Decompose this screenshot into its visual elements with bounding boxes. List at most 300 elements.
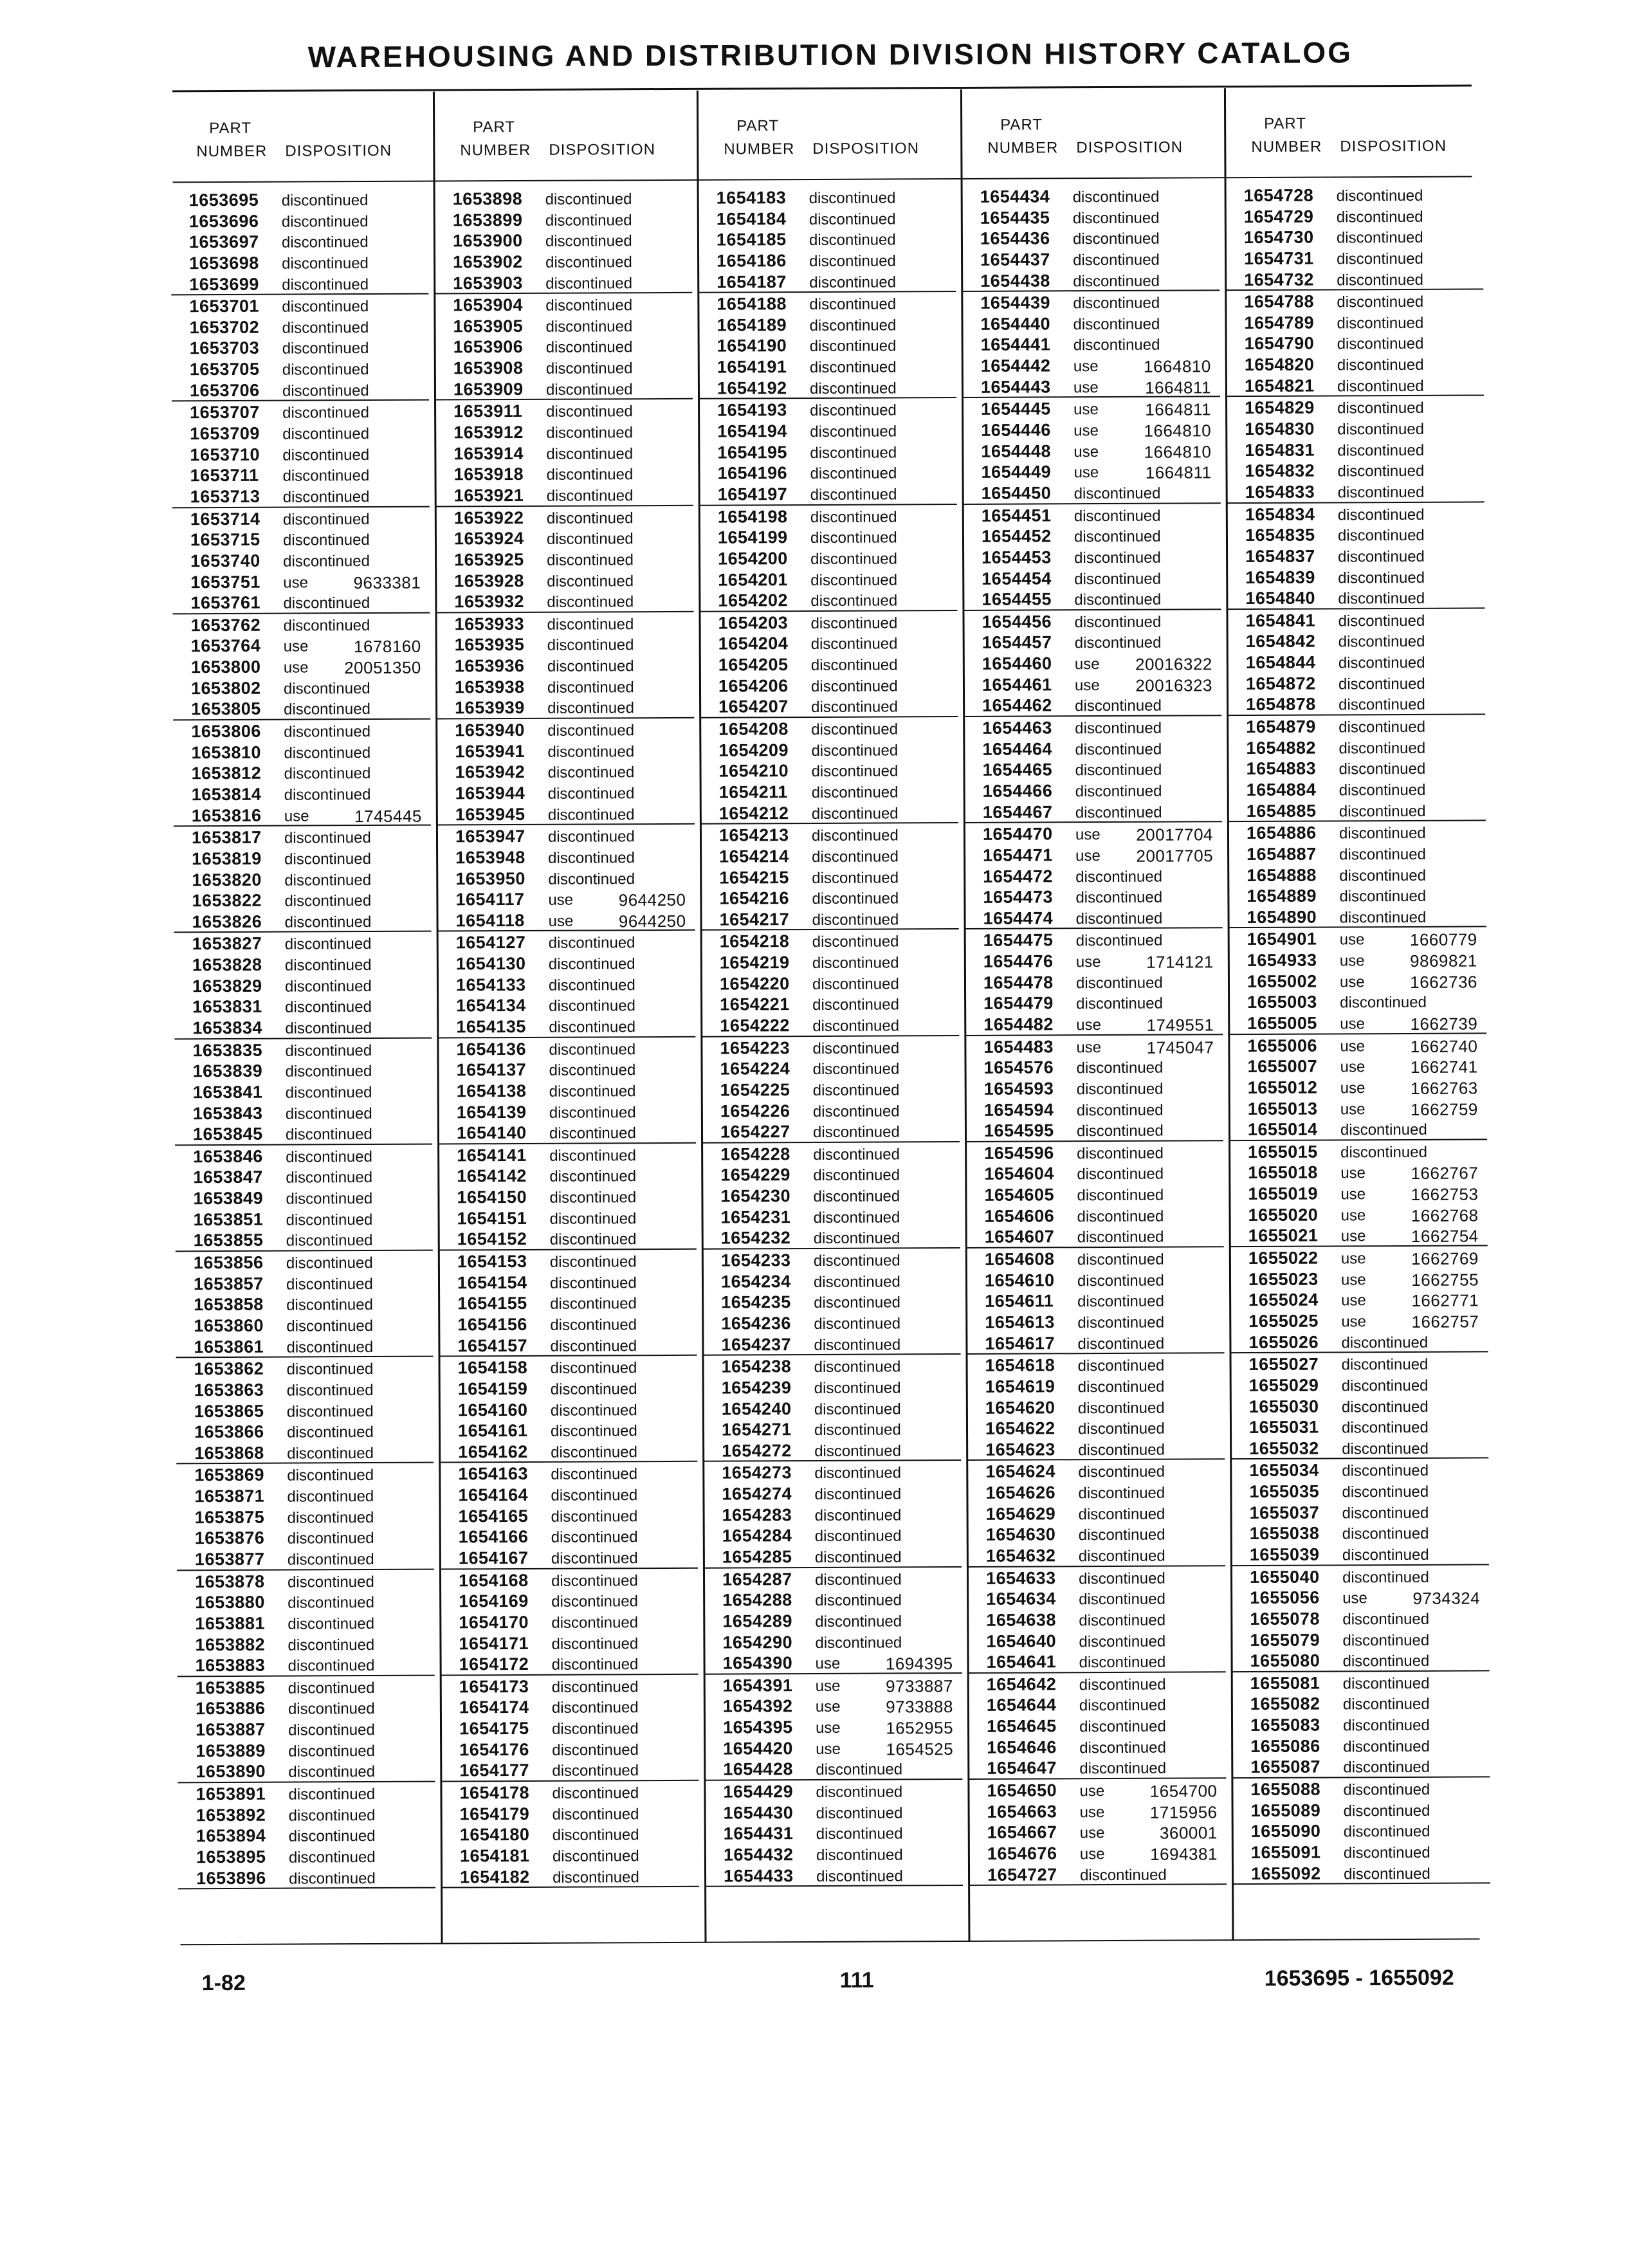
part-number: 1653938 <box>454 677 525 697</box>
disposition: discontinued <box>1075 782 1162 801</box>
disposition: discontinued <box>288 1786 376 1804</box>
disposition: discontinued <box>812 1039 900 1057</box>
table-row <box>964 737 1221 759</box>
part-number: 1654182 <box>459 1867 530 1887</box>
part-number: 1654844 <box>1245 652 1316 673</box>
disposition: discontinued <box>810 614 898 632</box>
disposition: discontinued <box>1338 569 1425 587</box>
disposition: discontinued <box>284 765 371 783</box>
table-row <box>964 587 1221 610</box>
disposition: discontinued <box>1078 1526 1165 1544</box>
table-row <box>442 1865 699 1888</box>
part-number: 1653912 <box>453 423 524 443</box>
part-number: 1653707 <box>190 403 260 423</box>
disposition: discontinued <box>1076 1122 1164 1140</box>
disposition: use <box>1073 358 1099 376</box>
disposition: discontinued <box>287 1508 374 1527</box>
part-number: 1654646 <box>987 1737 1057 1757</box>
part-number: 1653861 <box>194 1337 264 1357</box>
part-number: 1654933 <box>1247 950 1317 971</box>
part-number: 1655037 <box>1249 1503 1320 1523</box>
table-row <box>176 1463 434 1485</box>
part-number: 1655012 <box>1247 1077 1318 1097</box>
disposition: use <box>1075 953 1101 971</box>
table-row <box>967 1438 1225 1461</box>
replacement-part-number: 1715956 <box>1149 1802 1218 1822</box>
table-row <box>1229 821 1486 843</box>
disposition: discontinued <box>1075 910 1163 928</box>
disposition: discontinued <box>1342 1696 1430 1714</box>
part-number: 1654160 <box>457 1400 528 1420</box>
table-row <box>966 1119 1223 1142</box>
table-row <box>963 354 1220 376</box>
disposition: discontinued <box>812 1081 900 1099</box>
part-number: 1654185 <box>716 230 787 250</box>
table-row <box>1230 1267 1488 1289</box>
disposition: discontinued <box>552 1762 639 1780</box>
disposition: discontinued <box>810 592 898 610</box>
table-row <box>437 846 695 868</box>
disposition: discontinued <box>551 1528 638 1547</box>
table-row <box>435 229 692 251</box>
table-row <box>969 1757 1226 1780</box>
table-row <box>173 655 430 677</box>
part-number: 1654204 <box>718 634 789 654</box>
header-disposition-label: DISPOSITION <box>812 140 920 158</box>
table-row <box>178 1782 435 1804</box>
disposition: discontinued <box>1342 1652 1430 1670</box>
part-number: 1653740 <box>190 551 260 571</box>
part-number: 1654170 <box>459 1612 529 1632</box>
part-number: 1653876 <box>194 1528 265 1548</box>
replacement-part-number: 1662755 <box>1411 1270 1479 1290</box>
disposition: discontinued <box>1077 1207 1164 1225</box>
table-row <box>441 1589 698 1611</box>
part-number: 1654135 <box>456 1016 526 1037</box>
table-row <box>173 676 430 698</box>
part-number: 1654831 <box>1245 440 1315 460</box>
part-number: 1654788 <box>1244 291 1315 312</box>
part-number: 1654632 <box>985 1546 1056 1566</box>
part-number: 1655007 <box>1247 1056 1318 1077</box>
disposition: discontinued <box>813 1209 900 1227</box>
part-number: 1654213 <box>718 825 789 845</box>
table-row <box>441 1631 698 1653</box>
table-row <box>174 953 432 975</box>
table-row <box>700 589 957 612</box>
table-row <box>1233 1798 1490 1820</box>
part-number: 1655032 <box>1249 1438 1319 1458</box>
part-number: 1655038 <box>1249 1523 1320 1544</box>
part-number: 1654183 <box>716 188 787 208</box>
part-number: 1653911 <box>453 401 523 421</box>
disposition: discontinued <box>1076 1101 1164 1119</box>
disposition: discontinued <box>815 1633 902 1652</box>
table-row <box>435 378 693 401</box>
disposition: use <box>1076 1038 1102 1056</box>
disposition: discontinued <box>547 742 635 761</box>
catalog-column <box>698 89 956 1886</box>
disposition: discontinued <box>1079 1717 1166 1736</box>
disposition: discontinued <box>814 1506 902 1524</box>
replacement-part-number: 1664811 <box>1145 462 1212 483</box>
disposition: use <box>1340 1079 1366 1097</box>
part-number: 1654217 <box>719 909 790 929</box>
part-number: 1654441 <box>980 334 1051 355</box>
part-number: 1654201 <box>718 569 788 590</box>
part-number: 1654283 <box>722 1504 792 1525</box>
disposition: discontinued <box>1343 1823 1430 1841</box>
disposition: discontinued <box>1342 1440 1429 1458</box>
disposition: discontinued <box>1342 1525 1429 1543</box>
table-row <box>969 1800 1227 1822</box>
table-row <box>441 1525 698 1547</box>
part-number: 1654215 <box>719 867 789 888</box>
table-row <box>1228 651 1485 673</box>
table-row <box>435 399 693 421</box>
table-row <box>1229 1034 1486 1056</box>
table-row <box>178 1739 435 1760</box>
table-row <box>965 1035 1223 1057</box>
part-number: 1654623 <box>985 1440 1055 1459</box>
disposition: use <box>1075 846 1101 865</box>
part-number: 1654842 <box>1245 632 1316 652</box>
disposition: discontinued <box>1340 1143 1427 1162</box>
disposition: discontinued <box>1078 1547 1165 1566</box>
part-number: 1654234 <box>720 1271 791 1292</box>
part-number: 1654230 <box>720 1186 791 1206</box>
table-row <box>699 249 956 271</box>
part-number: 1653843 <box>192 1103 263 1123</box>
table-row <box>1232 1607 1489 1629</box>
part-number: 1654473 <box>983 887 1054 907</box>
disposition: discontinued <box>284 977 372 996</box>
disposition: discontinued <box>288 1806 376 1825</box>
header-part-label: PART <box>473 118 516 136</box>
disposition: discontinued <box>548 955 635 973</box>
part-number: 1655018 <box>1248 1163 1318 1183</box>
part-number: 1653921 <box>453 485 524 506</box>
disposition: discontinued <box>1338 633 1425 651</box>
table-row <box>176 1229 433 1252</box>
part-number: 1653922 <box>453 508 524 528</box>
disposition: discontinued <box>809 252 896 270</box>
disposition: discontinued <box>813 1252 900 1270</box>
table-row <box>1227 608 1484 630</box>
part-number: 1654482 <box>983 1014 1054 1034</box>
disposition: discontinued <box>1342 1546 1429 1564</box>
part-number: 1654205 <box>718 655 789 675</box>
part-number: 1653869 <box>194 1465 265 1485</box>
disposition: discontinued <box>1337 399 1424 417</box>
disposition: discontinued <box>1338 760 1426 778</box>
part-number: 1655020 <box>1248 1205 1319 1225</box>
part-number: 1653883 <box>195 1655 266 1676</box>
disposition: use <box>1079 1803 1105 1821</box>
replacement-part-number: 20016323 <box>1135 675 1213 695</box>
disposition: use <box>283 659 309 677</box>
part-number: 1654889 <box>1247 886 1317 906</box>
replacement-part-number: 1749551 <box>1146 1015 1214 1035</box>
disposition: discontinued <box>1341 1418 1429 1437</box>
part-number: 1654287 <box>722 1569 792 1589</box>
part-number: 1653835 <box>192 1040 263 1060</box>
table-row <box>701 908 958 931</box>
table-row <box>700 674 958 696</box>
part-number: 1654611 <box>985 1291 1054 1312</box>
part-number: 1654642 <box>986 1674 1057 1694</box>
part-number: 1653812 <box>191 764 262 783</box>
part-number: 1654290 <box>722 1632 793 1652</box>
table-row <box>704 1588 962 1610</box>
part-number: 1653802 <box>190 678 261 698</box>
table-row <box>700 632 958 654</box>
disposition: discontinued <box>549 1253 637 1271</box>
part-number: 1654886 <box>1246 823 1317 843</box>
disposition: use <box>815 1655 841 1673</box>
part-number: 1653710 <box>190 444 260 464</box>
disposition: discontinued <box>549 997 635 1016</box>
part-number: 1655006 <box>1247 1036 1318 1056</box>
disposition: discontinued <box>1342 1674 1430 1693</box>
table-row <box>176 1420 434 1442</box>
disposition: discontinued <box>286 1190 373 1208</box>
part-number: 1653885 <box>195 1678 266 1698</box>
part-number: 1653697 <box>188 232 259 252</box>
disposition: discontinued <box>286 1254 373 1272</box>
part-number: 1654610 <box>984 1270 1055 1290</box>
column-header <box>1225 87 1483 177</box>
replacement-part-number: 9733888 <box>886 1697 953 1717</box>
disposition: use <box>1339 973 1365 991</box>
table-row <box>966 1162 1223 1184</box>
disposition: discontinued <box>286 1360 374 1378</box>
table-row <box>173 697 430 720</box>
disposition: discontinued <box>813 1273 900 1291</box>
table-row <box>704 1397 961 1419</box>
part-number: 1654153 <box>457 1251 527 1272</box>
disposition: discontinued <box>282 361 369 379</box>
part-number: 1654420 <box>723 1738 793 1759</box>
part-number: 1654127 <box>455 933 526 953</box>
disposition: discontinued <box>809 380 897 398</box>
part-number: 1653908 <box>453 358 524 378</box>
part-number: 1654216 <box>719 888 790 908</box>
part-number: 1654238 <box>721 1357 792 1376</box>
disposition: discontinued <box>1077 1292 1164 1311</box>
disposition: discontinued <box>1077 1357 1165 1375</box>
disposition: discontinued <box>1078 1463 1165 1481</box>
table-row <box>172 528 430 550</box>
disposition: discontinued <box>814 1527 902 1546</box>
disposition: discontinued <box>814 1421 901 1440</box>
table-row <box>172 401 429 423</box>
replacement-part-number: 9869821 <box>1410 951 1477 971</box>
disposition: discontinued <box>284 935 372 954</box>
part-number: 1655003 <box>1247 992 1317 1012</box>
disposition: discontinued <box>1078 1484 1165 1503</box>
table-row <box>1226 226 1483 248</box>
table-row <box>1226 246 1483 268</box>
part-number: 1654789 <box>1244 313 1315 333</box>
part-number: 1653939 <box>455 698 525 718</box>
table-row <box>1227 459 1484 481</box>
disposition: discontinued <box>285 1126 372 1144</box>
table-row <box>440 1483 697 1505</box>
part-number: 1654199 <box>717 527 788 547</box>
part-number: 1653906 <box>453 337 524 357</box>
disposition: discontinued <box>286 1381 374 1400</box>
disposition: discontinued <box>552 1784 639 1802</box>
disposition: discontinued <box>287 1467 374 1485</box>
disposition: discontinued <box>1079 1760 1167 1778</box>
replacement-part-number: 1664810 <box>1144 356 1211 376</box>
table-row <box>176 1293 433 1315</box>
part-number: 1654888 <box>1247 865 1317 885</box>
part-number: 1654395 <box>722 1717 793 1737</box>
disposition: discontinued <box>551 1699 639 1717</box>
disposition: discontinued <box>283 616 370 635</box>
disposition: discontinued <box>285 1041 372 1060</box>
table-row <box>968 1502 1225 1524</box>
part-number: 1654839 <box>1245 567 1315 587</box>
part-number: 1654141 <box>457 1145 527 1166</box>
part-number: 1654624 <box>985 1461 1055 1482</box>
disposition: discontinued <box>1342 1483 1429 1501</box>
part-number: 1653834 <box>192 1018 262 1038</box>
disposition: discontinued <box>810 571 898 589</box>
part-number: 1654219 <box>719 953 790 973</box>
disposition: discontinued <box>545 232 632 251</box>
part-number: 1653858 <box>194 1295 264 1315</box>
disposition: discontinued <box>812 933 899 951</box>
table-row <box>441 1675 699 1697</box>
table-row <box>172 549 430 571</box>
replacement-part-number: 9734324 <box>1412 1588 1481 1609</box>
part-number: 1654432 <box>723 1845 794 1865</box>
part-number: 1653881 <box>195 1613 266 1634</box>
part-number: 1654274 <box>722 1484 792 1504</box>
disposition: discontinued <box>545 190 632 208</box>
table-row <box>439 1227 697 1250</box>
table-row <box>1232 1671 1490 1693</box>
disposition: discontinued <box>549 1083 636 1101</box>
disposition: discontinued <box>547 636 634 655</box>
part-number: 1654237 <box>721 1334 792 1355</box>
disposition: discontinued <box>1338 612 1425 630</box>
replacement-part-number: 20017705 <box>1136 846 1214 866</box>
part-number: 1653925 <box>454 549 524 570</box>
page-title: WAREHOUSING AND DISTRIBUTION DIVISION HISTORY CATALOG <box>307 35 1353 74</box>
disposition: discontinued <box>816 1867 903 1885</box>
table-row <box>1230 1288 1488 1310</box>
part-number: 1654210 <box>718 761 789 781</box>
header-part-label: PART <box>1264 114 1307 133</box>
table-row <box>1232 1734 1490 1756</box>
part-number: 1655027 <box>1248 1354 1319 1375</box>
disposition: discontinued <box>1340 1121 1427 1139</box>
disposition: discontinued <box>284 700 370 718</box>
part-number: 1655029 <box>1248 1375 1319 1395</box>
table-row <box>964 504 1221 526</box>
part-number: 1654878 <box>1246 694 1316 715</box>
part-number: 1655015 <box>1248 1142 1318 1162</box>
disposition: discontinued <box>1342 1568 1429 1587</box>
part-number: 1654273 <box>722 1463 792 1483</box>
table-row <box>965 929 1223 951</box>
part-number: 1655082 <box>1250 1694 1320 1714</box>
table-row <box>962 269 1220 292</box>
disposition: discontinued <box>1337 250 1423 268</box>
disposition: discontinued <box>1336 229 1423 247</box>
disposition: discontinued <box>1338 696 1425 714</box>
disposition: discontinued <box>283 552 370 571</box>
table-row <box>171 209 428 231</box>
disposition: use <box>548 912 574 930</box>
table-row <box>967 1353 1225 1375</box>
part-number: 1654829 <box>1245 398 1315 418</box>
disposition: discontinued <box>547 572 634 590</box>
table-row <box>965 800 1222 823</box>
table-row <box>704 1439 961 1462</box>
part-number: 1654595 <box>983 1120 1054 1141</box>
disposition: discontinued <box>284 892 372 910</box>
disposition: discontinued <box>288 1614 375 1633</box>
header-part-label: PART <box>1000 116 1043 134</box>
disposition: discontinued <box>1077 1399 1165 1417</box>
table-row <box>441 1759 699 1782</box>
table-row <box>703 1248 960 1270</box>
part-number: 1654163 <box>458 1464 529 1484</box>
table-row <box>1228 672 1485 693</box>
part-number: 1653894 <box>196 1826 266 1846</box>
part-number: 1653892 <box>196 1805 266 1825</box>
part-number: 1653898 <box>452 188 523 209</box>
disposition: discontinued <box>1338 590 1425 608</box>
part-number: 1655025 <box>1248 1311 1319 1331</box>
table-row <box>699 228 956 250</box>
part-number: 1653950 <box>455 868 525 888</box>
part-number: 1654240 <box>721 1398 792 1419</box>
part-number: 1654676 <box>987 1843 1057 1863</box>
part-number: 1653942 <box>455 762 525 782</box>
table-row <box>703 1290 960 1312</box>
part-number: 1653899 <box>452 210 523 230</box>
part-number: 1654225 <box>720 1080 790 1100</box>
part-number: 1654390 <box>722 1653 793 1673</box>
table-row <box>1227 544 1484 566</box>
table-row <box>964 524 1221 546</box>
part-number: 1655079 <box>1250 1630 1320 1650</box>
disposition: discontinued <box>809 273 897 291</box>
disposition: discontinued <box>287 1550 374 1569</box>
part-number: 1654236 <box>721 1313 791 1333</box>
table-row <box>703 1270 960 1292</box>
part-number: 1654451 <box>981 505 1052 526</box>
disposition: discontinued <box>286 1148 372 1166</box>
table-row <box>1232 1522 1489 1544</box>
table-row <box>175 1122 432 1146</box>
part-number: 1655022 <box>1248 1248 1319 1268</box>
table-row <box>437 802 695 825</box>
part-number: 1654136 <box>456 1039 527 1059</box>
disposition: discontinued <box>545 274 633 293</box>
table-row <box>174 826 431 848</box>
disposition: use <box>1340 1185 1366 1203</box>
part-number: 1653851 <box>193 1209 264 1229</box>
table-row <box>968 1566 1225 1588</box>
table-row <box>174 1016 432 1039</box>
